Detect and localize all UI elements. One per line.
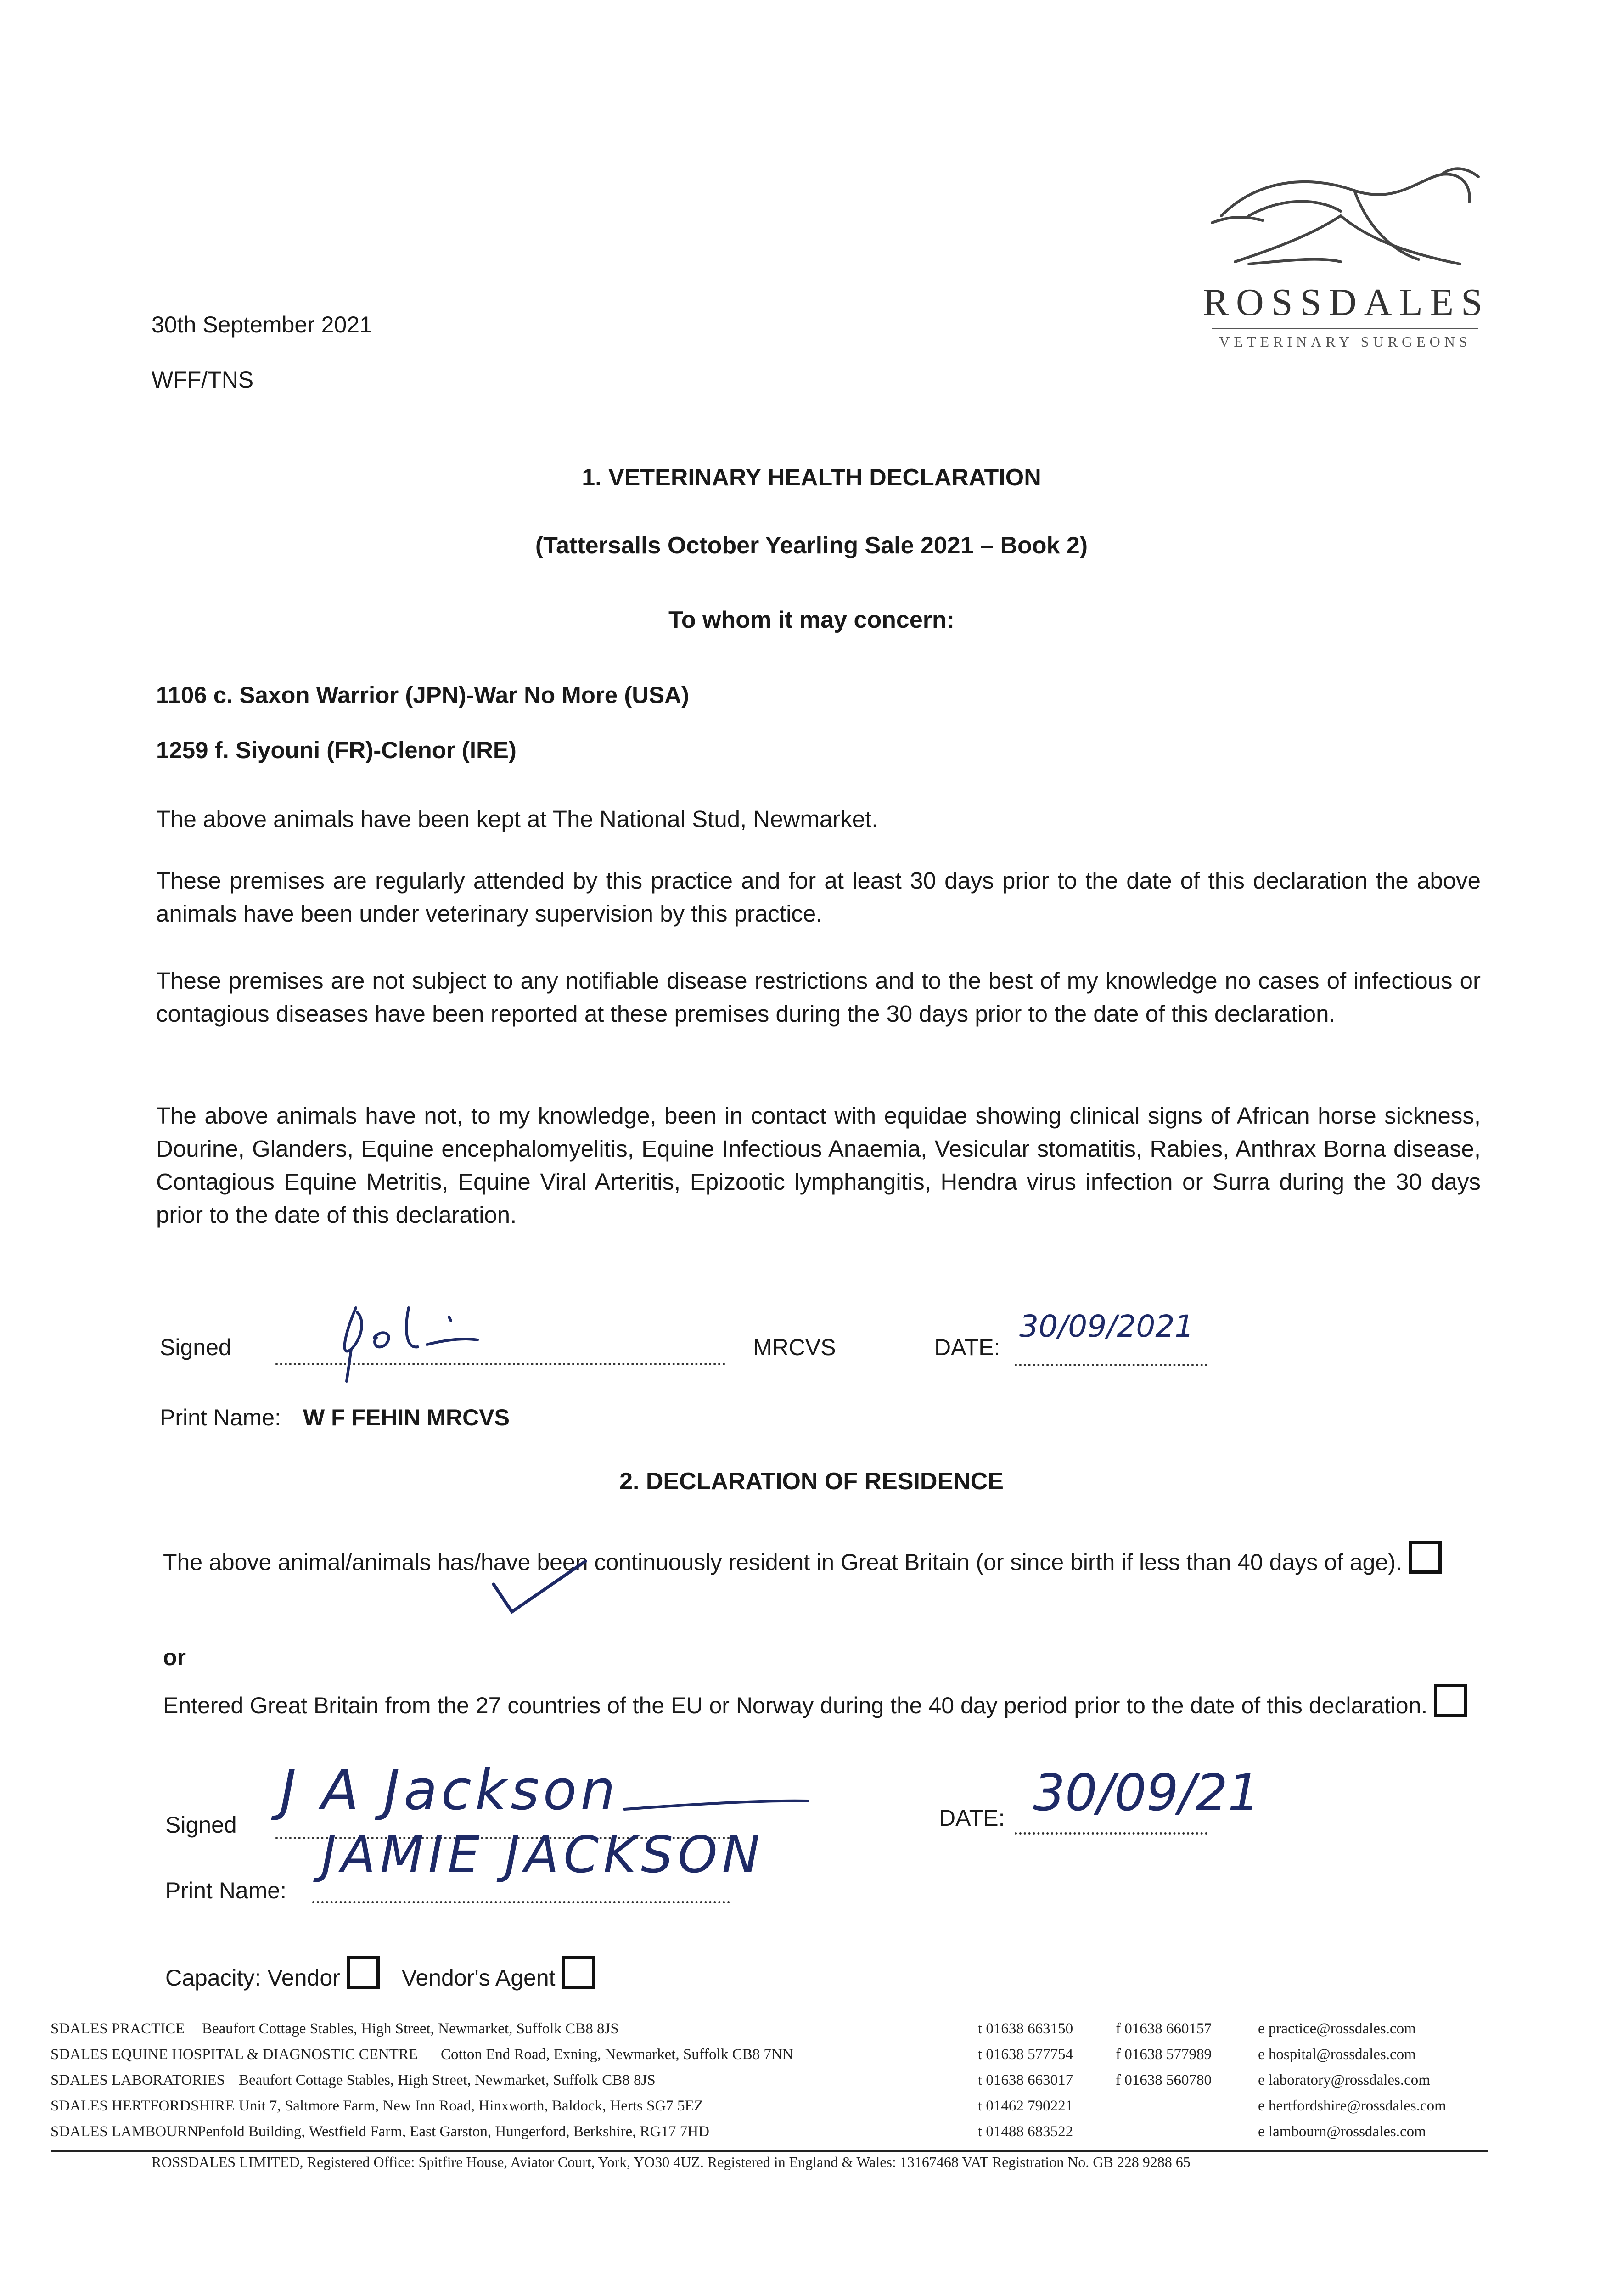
signed-label-2: Signed: [165, 1812, 237, 1838]
paragraph-supervision: These premises are regularly attended by this practice and for at least 30 days prior to the date of this declaration the above animals have been under veterinary supervision by this practice.: [156, 867, 1481, 927]
paragraph-disease-restrictions: These premises are not subject to any notifiable disease restrictions and to the best of my knowledge no cases of infectious or contagious diseases have been reported at these premises during the 30 days prior to the date of this declaration.: [156, 968, 1481, 1027]
branch-address: Beaufort Cottage Stables, High Street, Newmarket, Suffolk CB8 8JS: [202, 2020, 619, 2037]
vet-print-name: W F FEHIN MRCVS: [303, 1405, 510, 1430]
branch-address: Unit 7, Saltmore Farm, New Inn Road, Hinxworth, Baldock, Herts SG7 5EZ: [239, 2098, 703, 2114]
vendor-signature: J A Jackson: [280, 1759, 619, 1823]
branch-name: SDALES LABORATORIES: [51, 2072, 225, 2088]
capacity-agent-label: Vendor's Agent: [401, 1965, 556, 1991]
residence-option-1-text: The above animal/animals has/have been continuously resident in Great Britain (or since birth if less than 40 days of age).: [163, 1549, 1402, 1575]
residence-option-1: [163, 1533, 1481, 1592]
signed-label-1: Signed: [160, 1334, 231, 1360]
capacity-agent-checkbox[interactable]: [562, 1956, 595, 1989]
capacity-vendor-checkbox[interactable]: [347, 1956, 380, 1989]
footer-branch-row: [51, 2098, 1497, 2123]
capacity-row: [165, 1956, 595, 1991]
residence-option-2-text: Entered Great Britain from the 27 countries of the EU or Norway during the 40 day period prior to the date of this declaration.: [163, 1693, 1428, 1718]
animal-entry-1106: 1106 c. Saxon Warrior (JPN)-War No More (USA): [156, 682, 689, 708]
company-registration: ROSSDALES LIMITED, Registered Office: Spitfire House, Aviator Court, York, YO30 4UZ. Registered in England & Wales: 13167468 VAT Registration No. GB 228 9288 65: [152, 2154, 1191, 2170]
branch-address: Penfold Building, Westfield Farm, East Garston, Hungerford, Berkshire, RG17 7HD: [197, 2123, 709, 2140]
footer-branch-row: [51, 2123, 1497, 2149]
signature-underline-icon: [620, 1791, 813, 1818]
footer-branch-row: [51, 2046, 1497, 2072]
footer-branch-row: [51, 2072, 1497, 2098]
company-logo: [1203, 147, 1488, 363]
branch-name: SDALES HERTFORDSHIRE: [51, 2098, 235, 2114]
footer-branch-row: [51, 2020, 1497, 2046]
logo-divider: [1212, 328, 1478, 329]
branch-phone: t 01462 790221: [978, 2098, 1073, 2114]
residence-option-1-checkbox[interactable]: [1409, 1541, 1442, 1574]
vendor-print-name: JAMIE JACKSON: [321, 1825, 764, 1884]
running-horse-logo-icon: [1203, 147, 1488, 285]
print-name-label-1: Print Name:: [160, 1405, 281, 1430]
branch-fax: f 01638 577989: [1116, 2046, 1212, 2063]
print-name-label-2: Print Name:: [165, 1878, 286, 1903]
capacity-vendor-label: Vendor: [267, 1965, 340, 1991]
branch-phone: t 01488 683522: [978, 2123, 1073, 2140]
vet-signature-icon: [331, 1294, 487, 1386]
or-separator: or: [163, 1644, 186, 1670]
section1-title: 1. VETERINARY HEALTH DECLARATION: [582, 464, 1041, 491]
branch-name: SDALES PRACTICE: [51, 2020, 185, 2037]
letter-date: 30th September 2021: [152, 312, 372, 338]
logo-tagline: VETERINARY SURGEONS: [1219, 333, 1471, 350]
branch-email[interactable]: e laboratory@rossdales.com: [1258, 2072, 1430, 2088]
branch-fax: f 01638 660157: [1116, 2020, 1212, 2037]
paragraph-premises: The above animals have been kept at The National Stud, Newmarket.: [156, 806, 878, 832]
footer-divider: [51, 2150, 1488, 2152]
date-label-1: DATE:: [934, 1334, 1000, 1360]
paragraph-equidae-contact: The above animals have not, to my knowledge, been in contact with equidae showing clinical signs of African horse sickness, Dourine, Glanders, Equine encephalomyelitis, Equine Infectious Anaemia, Vesicular stomatitis, Rabies, Anthrax Borna disease, Contagious Equine Metritis, Equine Viral Arteritis, Epizootic lymphangitis, Hendra virus infection or Surra during the 30 days prior to the date of this declaration.: [156, 1103, 1481, 1228]
branch-name: SDALES LAMBOURN: [51, 2123, 198, 2140]
branch-fax: f 01638 560780: [1116, 2072, 1212, 2088]
branch-email[interactable]: e hertfordshire@rossdales.com: [1258, 2098, 1446, 2114]
signature-line-1: [275, 1345, 725, 1365]
residence-option-2: [163, 1676, 1481, 1735]
reference-code: WFF/TNS: [152, 367, 254, 393]
capacity-label: Capacity:: [165, 1965, 261, 1991]
section1-subtitle: (Tattersalls October Yearling Sale 2021 – Book 2): [535, 532, 1088, 559]
vet-declaration-date: 30/09/2021: [1019, 1309, 1194, 1344]
mrcvs-suffix: MRCVS: [753, 1334, 836, 1360]
print-name-line-2: [312, 1883, 730, 1903]
branch-email[interactable]: e practice@rossdales.com: [1258, 2020, 1416, 2037]
branch-address: Cotton End Road, Exning, Newmarket, Suffolk CB8 7NN: [441, 2046, 793, 2063]
branch-email[interactable]: e lambourn@rossdales.com: [1258, 2123, 1426, 2140]
branch-phone: t 01638 663017: [978, 2072, 1073, 2088]
vendor-declaration-date: 30/09/21: [1033, 1763, 1260, 1822]
animal-entry-1259: 1259 f. Siyouni (FR)-Clenor (IRE): [156, 737, 517, 763]
branch-address: Beaufort Cottage Stables, High Street, Newmarket, Suffolk CB8 8JS: [239, 2072, 656, 2088]
salutation: To whom it may concern:: [668, 607, 955, 633]
section2-title: 2. DECLARATION OF RESIDENCE: [619, 1468, 1004, 1495]
residence-option-2-checkbox[interactable]: [1434, 1684, 1467, 1717]
branch-name: SDALES EQUINE HOSPITAL & DIAGNOSTIC CENTRE: [51, 2046, 418, 2063]
logo-wordmark: ROSSDALES: [1203, 281, 1490, 324]
date-line-1: [1015, 1345, 1207, 1366]
date-label-2: DATE:: [939, 1805, 1005, 1831]
branch-phone: t 01638 577754: [978, 2046, 1073, 2063]
branch-phone: t 01638 663150: [978, 2020, 1073, 2037]
branch-email[interactable]: e hospital@rossdales.com: [1258, 2046, 1416, 2063]
checkmark-icon: [484, 1557, 590, 1621]
